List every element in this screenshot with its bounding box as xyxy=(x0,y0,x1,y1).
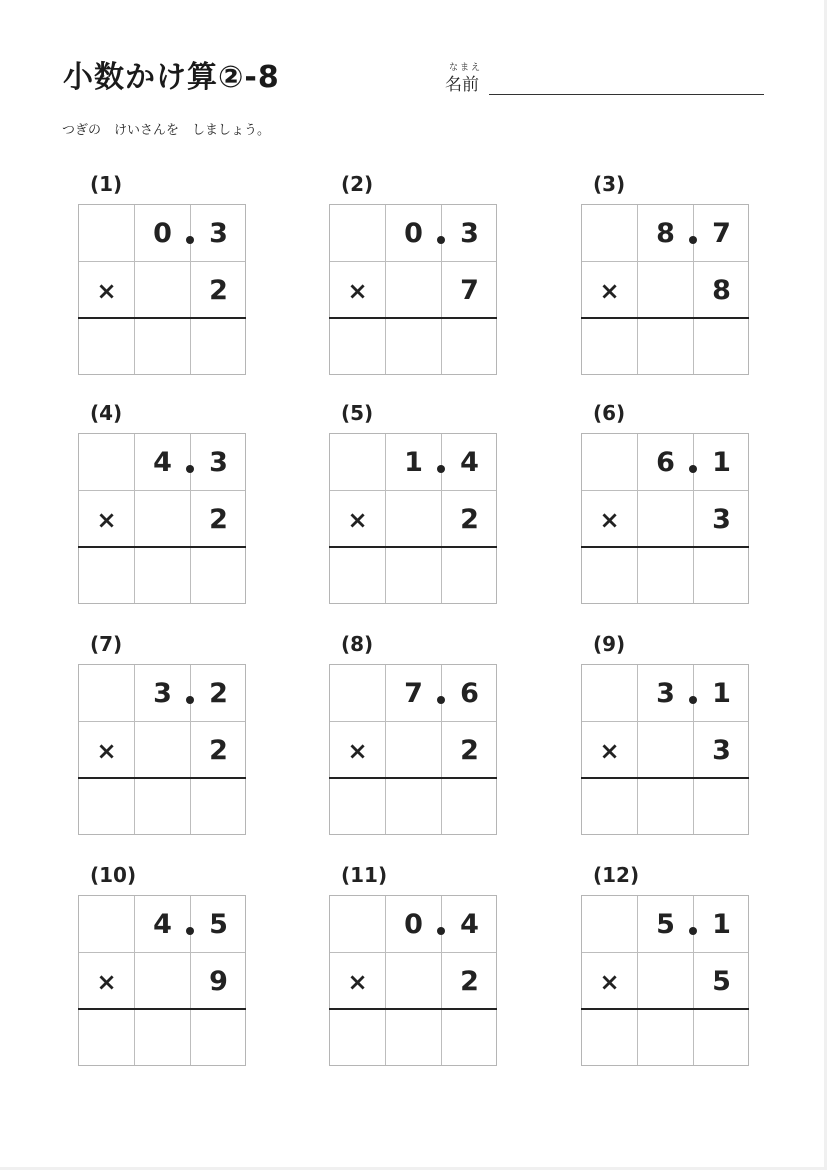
calculation-grid[interactable] xyxy=(78,433,246,604)
calculation-grid[interactable] xyxy=(329,204,497,375)
multiplier-digit: 5 xyxy=(712,966,731,997)
multiplier-digit: 2 xyxy=(209,735,228,766)
grid-line xyxy=(79,952,245,953)
answer-line xyxy=(329,317,497,319)
multiplier-digit: 2 xyxy=(460,966,479,997)
grid-line xyxy=(330,721,496,722)
answer-line xyxy=(78,317,246,319)
top-integer-digit: 0 xyxy=(153,218,172,249)
calculation-grid[interactable] xyxy=(78,895,246,1066)
answer-line xyxy=(581,317,749,319)
top-decimal-digit: 4 xyxy=(460,447,479,478)
instruction-text: つぎの けいさんを しましょう。 xyxy=(62,123,271,138)
problem-number: (1) xyxy=(90,172,123,196)
answer-line xyxy=(78,777,246,779)
problem-10 xyxy=(78,863,248,1073)
grid-line xyxy=(330,952,496,953)
top-decimal-digit: 1 xyxy=(712,447,731,478)
problem-number: (3) xyxy=(593,172,626,196)
calculation-grid[interactable] xyxy=(329,895,497,1066)
times-symbol: × xyxy=(347,277,368,305)
multiplier-digit: 3 xyxy=(712,504,731,535)
top-decimal-digit: 3 xyxy=(209,218,228,249)
problem-number: (10) xyxy=(90,863,137,887)
answer-line xyxy=(78,1008,246,1010)
problem-number: (5) xyxy=(341,401,374,425)
calculation-grid[interactable] xyxy=(329,664,497,835)
top-integer-digit: 8 xyxy=(656,218,675,249)
times-symbol: × xyxy=(96,737,117,765)
problem-4 xyxy=(78,401,248,611)
problem-1 xyxy=(78,172,248,382)
answer-line xyxy=(329,546,497,548)
times-symbol: × xyxy=(599,968,620,996)
page-title: 小数かけ算②-8 xyxy=(63,60,280,95)
calculation-grid[interactable] xyxy=(581,433,749,604)
problem-number: (8) xyxy=(341,632,374,656)
calculation-grid[interactable] xyxy=(78,664,246,835)
top-decimal-digit: 5 xyxy=(209,909,228,940)
answer-line xyxy=(581,1008,749,1010)
top-decimal-digit: 1 xyxy=(712,909,731,940)
problem-3 xyxy=(581,172,751,382)
calculation-grid[interactable] xyxy=(581,895,749,1066)
top-decimal-digit: 2 xyxy=(209,678,228,709)
top-integer-digit: 6 xyxy=(656,447,675,478)
multiplier-digit: 9 xyxy=(209,966,228,997)
top-integer-digit: 4 xyxy=(153,909,172,940)
grid-line xyxy=(79,490,245,491)
answer-line xyxy=(329,777,497,779)
name-input-line[interactable] xyxy=(489,94,764,95)
times-symbol: × xyxy=(347,506,368,534)
problem-12 xyxy=(581,863,751,1073)
top-integer-digit: 4 xyxy=(153,447,172,478)
grid-line xyxy=(79,261,245,262)
grid-line xyxy=(582,952,748,953)
grid-line xyxy=(79,721,245,722)
multiplier-digit: 7 xyxy=(460,275,479,306)
problem-number: (2) xyxy=(341,172,374,196)
times-symbol: × xyxy=(96,968,117,996)
problem-11 xyxy=(329,863,499,1073)
grid-line xyxy=(582,261,748,262)
answer-line xyxy=(581,546,749,548)
problem-5 xyxy=(329,401,499,611)
grid-line xyxy=(330,261,496,262)
top-integer-digit: 1 xyxy=(404,447,423,478)
problem-number: (4) xyxy=(90,401,123,425)
multiplier-digit: 2 xyxy=(460,504,479,535)
name-label: 名前 xyxy=(445,75,479,95)
top-integer-digit: 5 xyxy=(656,909,675,940)
problem-number: (7) xyxy=(90,632,123,656)
multiplier-digit: 8 xyxy=(712,275,731,306)
times-symbol: × xyxy=(599,737,620,765)
grid-line xyxy=(582,490,748,491)
problem-number: (11) xyxy=(341,863,388,887)
top-decimal-digit: 6 xyxy=(460,678,479,709)
top-integer-digit: 7 xyxy=(404,678,423,709)
top-decimal-digit: 7 xyxy=(712,218,731,249)
top-decimal-digit: 1 xyxy=(712,678,731,709)
calculation-grid[interactable] xyxy=(78,204,246,375)
top-decimal-digit: 3 xyxy=(209,447,228,478)
times-symbol: × xyxy=(96,277,117,305)
calculation-grid[interactable] xyxy=(329,433,497,604)
problem-8 xyxy=(329,632,499,842)
problem-number: (6) xyxy=(593,401,626,425)
top-integer-digit: 0 xyxy=(404,218,423,249)
name-area xyxy=(445,60,765,96)
problem-number: (12) xyxy=(593,863,640,887)
multiplier-digit: 2 xyxy=(460,735,479,766)
problem-number: (9) xyxy=(593,632,626,656)
multiplier-digit: 2 xyxy=(209,275,228,306)
answer-line xyxy=(78,546,246,548)
top-integer-digit: 0 xyxy=(404,909,423,940)
calculation-grid[interactable] xyxy=(581,664,749,835)
times-symbol: × xyxy=(599,277,620,305)
calculation-grid[interactable] xyxy=(581,204,749,375)
name-ruby: なまえ xyxy=(449,63,483,73)
top-integer-digit: 3 xyxy=(153,678,172,709)
answer-line xyxy=(581,777,749,779)
grid-line xyxy=(582,721,748,722)
multiplier-digit: 2 xyxy=(209,504,228,535)
times-symbol: × xyxy=(347,737,368,765)
problem-9 xyxy=(581,632,751,842)
times-symbol: × xyxy=(347,968,368,996)
multiplier-digit: 3 xyxy=(712,735,731,766)
problem-2 xyxy=(329,172,499,382)
problem-7 xyxy=(78,632,248,842)
top-decimal-digit: 3 xyxy=(460,218,479,249)
times-symbol: × xyxy=(96,506,117,534)
answer-line xyxy=(329,1008,497,1010)
top-decimal-digit: 4 xyxy=(460,909,479,940)
top-integer-digit: 3 xyxy=(656,678,675,709)
grid-line xyxy=(330,490,496,491)
problem-6 xyxy=(581,401,751,611)
times-symbol: × xyxy=(599,506,620,534)
